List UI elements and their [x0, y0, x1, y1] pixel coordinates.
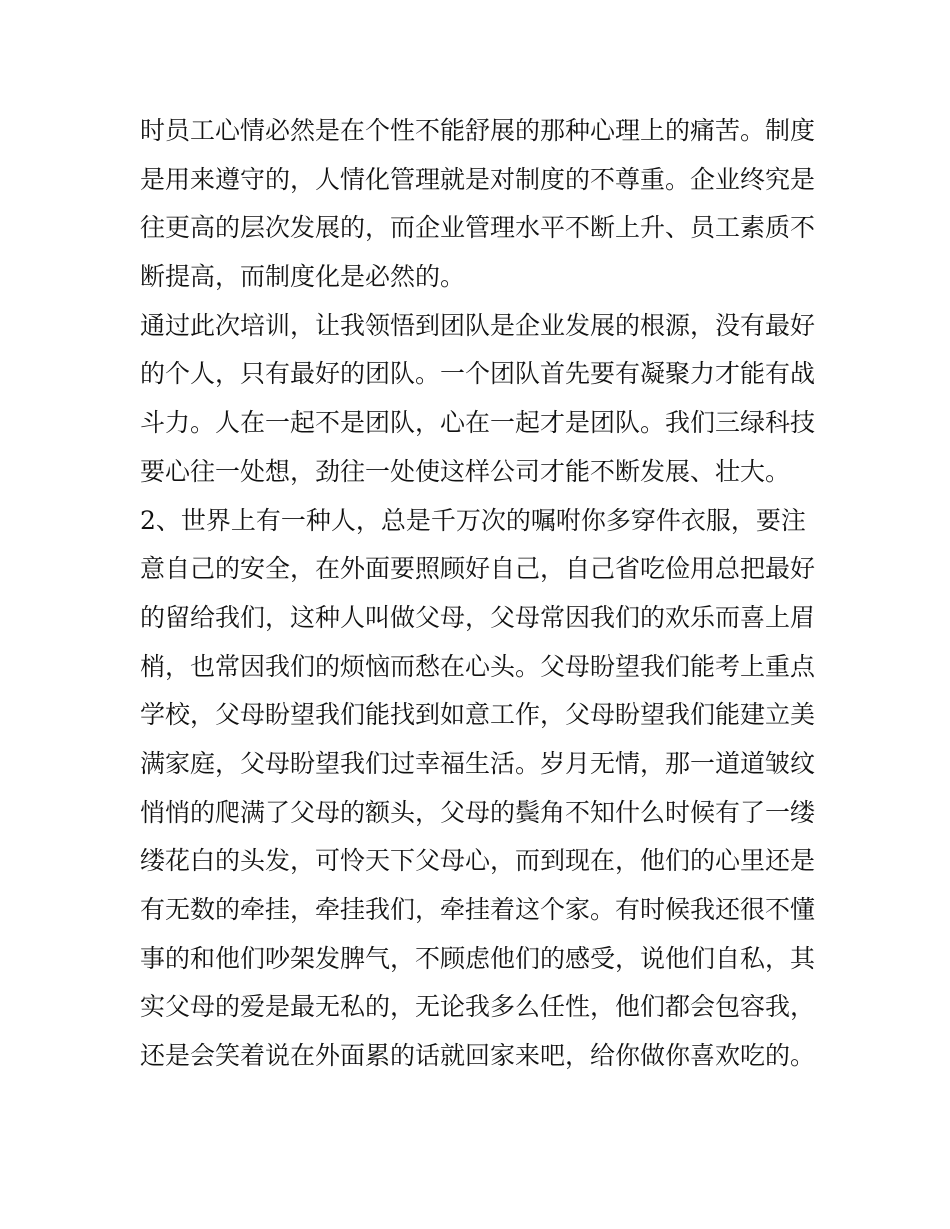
- text-line: 学校，父母盼望我们能找到如意工作，父母盼望我们能建立美: [140, 700, 816, 730]
- text-line: 断提高，而制度化是必然的。: [140, 262, 466, 292]
- text-line: 梢，也常因我们的烦恼而愁在心头。父母盼望我们能考上重点: [140, 651, 816, 681]
- text-line: 还是会笑着说在外面累的话就回家来吧，给你做你喜欢吃的。: [140, 1041, 816, 1071]
- text-line: 的个人，只有最好的团队。一个团队首先要有凝聚力才能有战: [140, 359, 816, 389]
- text-line: 2、世界上有一种人，总是千万次的嘱咐你多穿件衣服，要注: [140, 505, 806, 535]
- text-line: 满家庭，父母盼望我们过幸福生活。岁月无情，那一道道皱纹: [140, 748, 816, 778]
- text-line: 实父母的爱是最无私的，无论我多么任性，他们都会包容我，: [140, 992, 816, 1022]
- text-line: 意自己的安全，在外面要照顾好自己，自己省吃俭用总把最好: [140, 554, 816, 584]
- text-line: 斗力。人在一起不是团队，心在一起才是团队。我们三绿科技: [140, 408, 816, 438]
- text-line: 往更高的层次发展的，而企业管理水平不断上升、员工素质不: [140, 213, 816, 243]
- text-line: 有无数的牵挂，牵挂我们，牵挂着这个家。有时候我还很不懂: [140, 895, 816, 924]
- document-body: [140, 107, 816, 1081]
- text-line: 是用来遵守的，人情化管理就是对制度的不尊重。企业终究是: [140, 164, 816, 194]
- paragraph-1: [140, 107, 816, 302]
- text-line: 缕花白的头发，可怜天下父母心，而到现在，他们的心里还是: [140, 846, 816, 876]
- text-line: 的留给我们，这种人叫做父母，父母常因我们的欢乐而喜上眉: [140, 602, 816, 632]
- text-line: 要心往一处想，劲往一处使这样公司才能不断发展、壮大。: [140, 456, 791, 486]
- text-line: 时员工心情必然是在个性不能舒展的那种心理上的痛苦。制度: [140, 116, 816, 145]
- paragraph-3: [140, 497, 816, 1081]
- text-line: 事的和他们吵架发脾气，不顾虑他们的感受，说他们自私，其: [140, 943, 816, 973]
- text-line: 悄悄的爬满了父母的额头，父母的鬓角不知什么时候有了一缕: [140, 797, 816, 827]
- paragraph-2: [140, 302, 816, 497]
- text-line: 通过此次培训，让我领悟到团队是企业发展的根源，没有最好: [140, 310, 816, 340]
